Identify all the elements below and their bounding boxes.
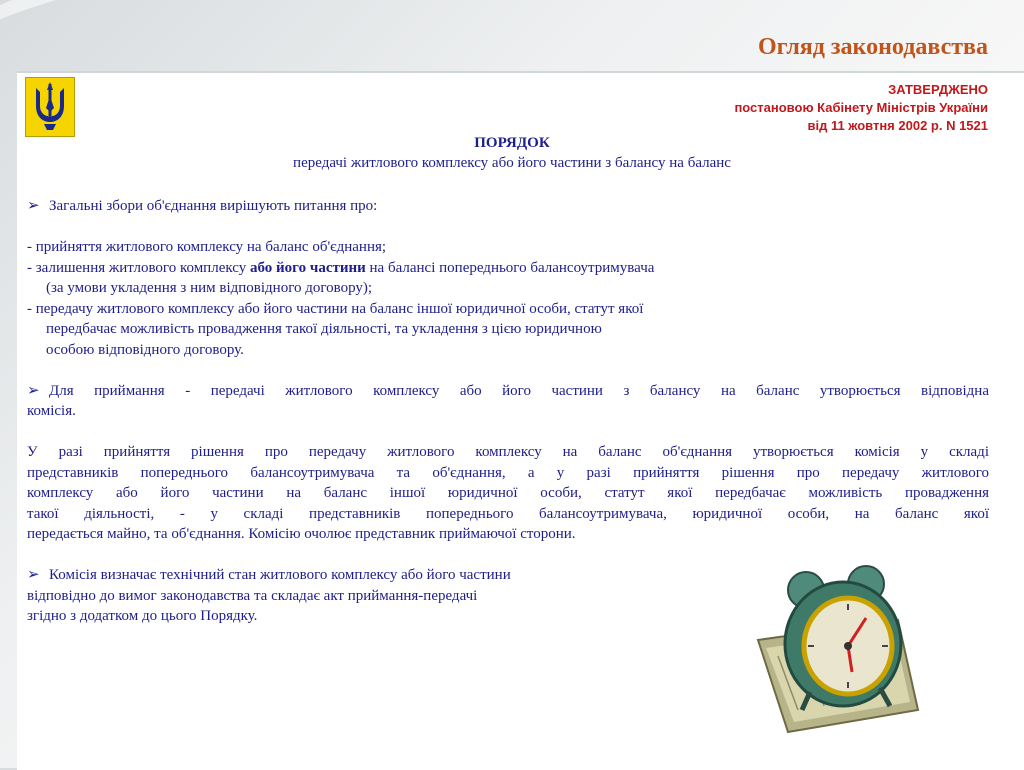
bullet-item: ➢ Комісія визначає технічний стан житлового комплексу або його частини: [27, 565, 989, 586]
dash-item-continuation: особою відповідного договору.: [46, 341, 244, 358]
dash-item: - передачу житлового комплексу або його частини на баланс іншої юридичної особи, статут якої: [27, 300, 644, 317]
dash-item-continuation: (за умови укладення з ним відповідного договору);: [46, 280, 373, 296]
approval-decree: постановою Кабінету Міністрів України: [734, 100, 988, 115]
bullet-item-continuation: комісія.: [27, 403, 76, 419]
paragraph-line: представників попереднього балансоутримувача та об'єднання, а у разі прийняття рішення про передачу житлового: [27, 464, 989, 481]
alarm-clock-icon: [748, 560, 924, 736]
arrow-bullet-icon: ➢: [27, 382, 40, 399]
emphasis-text: або його частини: [249, 259, 366, 276]
paragraph-line: У разі прийняття рішення про передачу житлового комплексу на баланс об'єднання утворюється комісія у складі: [27, 444, 989, 460]
paragraph-line: такої діяльності, - у складі представників попереднього балансоутримувача, юридичної особи, на баланс якої: [27, 505, 989, 522]
approval-stamp: [734, 81, 988, 135]
bullet-item-continuation: згідно з додатком до цього Порядку.: [27, 608, 258, 624]
bullet-item: [27, 196, 989, 217]
document-heading: [0, 133, 1024, 173]
approval-title: ЗАТВЕРДЖЕНО: [888, 82, 988, 97]
approval-date: від 11 жовтня 2002 р. N 1521: [807, 118, 988, 133]
slide-title: Огляд законодавства: [757, 34, 988, 60]
document-subtitle: передачі житлового комплексу або його частини з балансу на баланс: [293, 155, 731, 171]
trident-emblem-icon: [25, 77, 75, 137]
paragraph-line: комплексу або його частини на баланс іншої юридичної особи, статут якої передбачає можливість провадження: [27, 485, 989, 501]
document-title: ПОРЯДОК: [474, 135, 550, 151]
arrow-bullet-icon: ➢: [27, 567, 40, 583]
bullet-item-continuation: відповідно до вимог законодавства та складає акт приймання-передачі: [27, 587, 478, 604]
arrow-bullet-icon: ➢: [27, 198, 40, 214]
bullet-item: ➢ Для приймання - передачі житлового комплексу або його частини з балансу на баланс утворюється відповідна: [27, 381, 989, 402]
paragraph-line: передається майно, та об'єднання. Комісію очолює представник приймаючої сторони.: [27, 526, 576, 542]
bullet-text: Загальні збори об'єднання вирішують питання про:: [49, 198, 378, 214]
dash-item: - залишення житлового комплексу або його частини на балансі попереднього балансоутримувача: [27, 259, 655, 276]
dash-item: - прийняття житлового комплексу на баланс об'єднання;: [27, 239, 387, 255]
dash-item-continuation: передбачає можливість провадження такої діяльності, та укладення з цією юридичною: [46, 321, 602, 337]
